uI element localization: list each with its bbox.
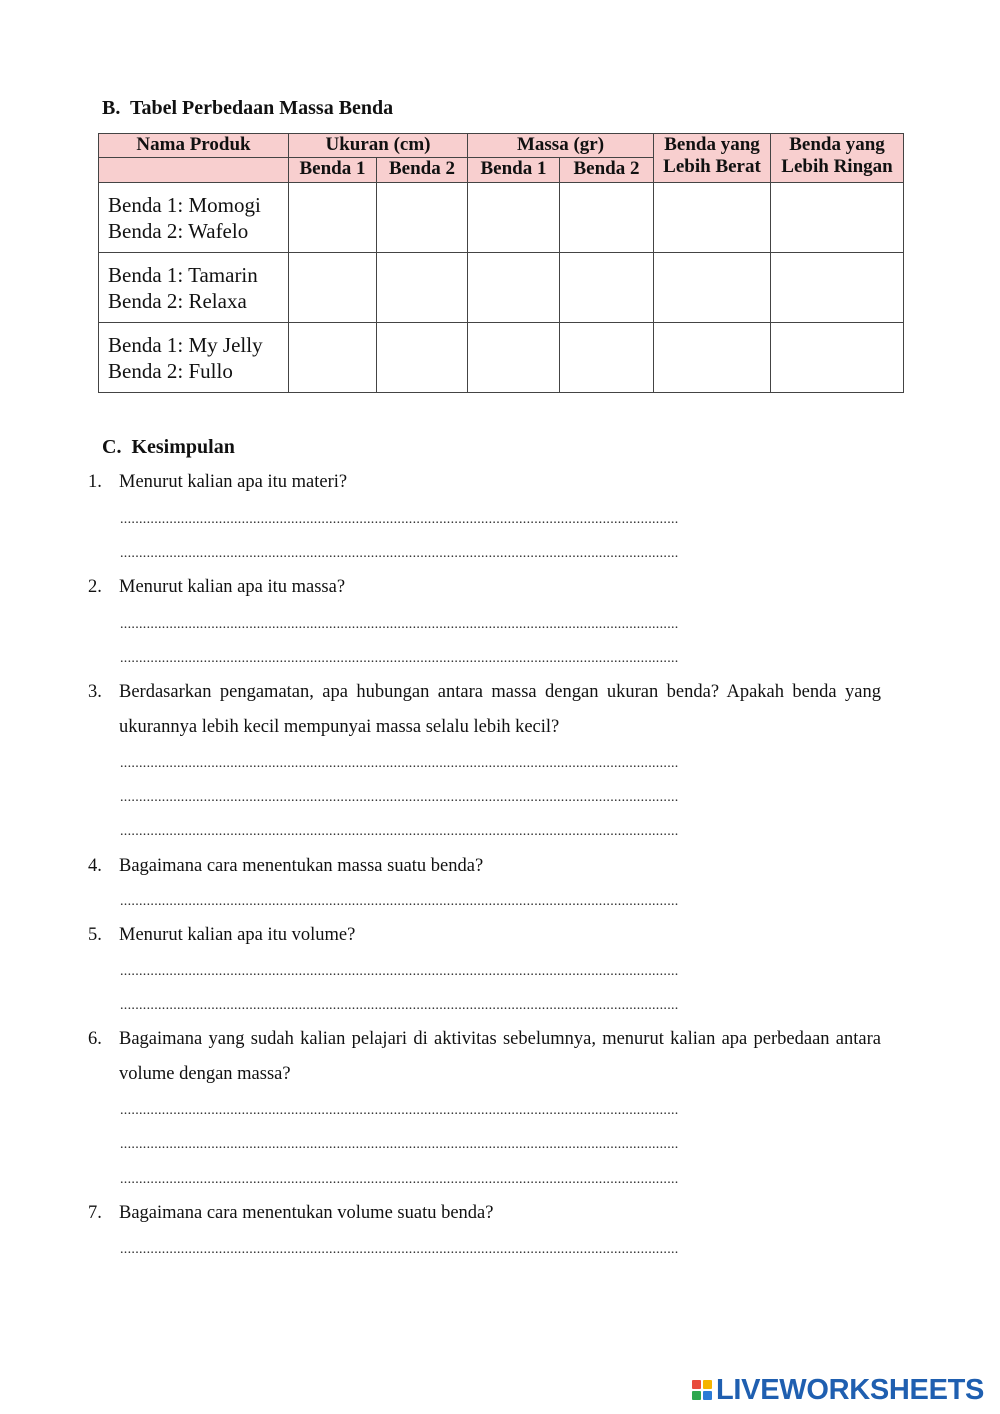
answer-line[interactable]: ................................................................................................................................................... [120,998,679,1013]
liveworksheets-icon [692,1380,712,1400]
logo-text: LIVEWORKSHEETS [716,1373,985,1406]
product-benda1: Benda 1: Tamarin [108,262,258,287]
header-lebih-ringan-line1: Benda yang [789,134,885,155]
question-1 [88,465,881,500]
ukuran-benda2-input[interactable] [377,253,468,323]
header-nama-produk: Nama Produk [99,134,289,158]
lebih-ringan-input[interactable] [771,253,904,323]
header-lebih-berat-line1: Benda yang [664,134,760,155]
question-7 [88,1196,881,1231]
massa-benda1-input[interactable] [468,323,560,393]
question-number: 1. [88,472,102,492]
section-c-heading [102,436,235,459]
massa-benda1-input[interactable] [468,183,560,253]
table-row [99,253,904,323]
ukuran-benda1-input[interactable] [289,323,377,393]
ukuran-benda1-input[interactable] [289,183,377,253]
question-number: 4. [88,856,102,876]
question-text: Menurut kalian apa itu volume? [119,925,356,945]
question-number: 7. [88,1203,102,1223]
answer-line[interactable]: ................................................................................................................................................... [120,617,679,632]
header-nama-produk-blank [99,158,289,183]
answer-line[interactable]: ................................................................................................................................................... [120,546,679,561]
ukuran-benda2-input[interactable] [377,183,468,253]
question-2 [88,570,881,605]
lebih-berat-input[interactable] [654,253,771,323]
product-cell [99,323,289,393]
question-text: Bagaimana cara menentukan volume suatu benda? [119,1203,494,1223]
header-massa: Massa (gr) [468,134,654,158]
question-text: Bagaimana yang sudah kalian pelajari di aktivitas sebelumnya, menurut kalian apa perbedaan antara volume dengan massa? [119,1029,881,1084]
header-massa-benda2: Benda 2 [560,158,654,183]
lebih-berat-input[interactable] [654,183,771,253]
section-b-title: Tabel Perbedaan Massa Benda [129,97,394,119]
header-lebih-berat-line2: Lebih Berat [663,156,761,177]
section-b-label: B. [102,97,121,119]
logo-square-yellow [703,1380,712,1389]
massa-benda2-input[interactable] [560,253,654,323]
header-ukuran: Ukuran (cm) [289,134,468,158]
question-text: Bagaimana cara menentukan massa suatu benda? [119,856,484,876]
answer-line[interactable]: ................................................................................................................................................... [120,1242,679,1257]
header-ukuran-benda2: Benda 2 [377,158,468,183]
logo-square-green [692,1391,701,1400]
answer-line[interactable]: ................................................................................................................................................... [120,964,679,979]
answer-line[interactable]: ................................................................................................................................................... [120,651,679,666]
question-text: Menurut kalian apa itu massa? [119,577,346,597]
product-benda2: Benda 2: Wafelo [108,218,249,243]
question-number: 3. [88,682,102,702]
answer-line[interactable]: ................................................................................................................................................... [120,894,679,909]
question-text: Berdasarkan pengamatan, apa hubungan antara massa dengan ukuran benda? Apakah benda yang ukurannya lebih kecil mempunyai massa selalu lebih kecil? [119,682,881,737]
answer-line[interactable]: ................................................................................................................................................... [120,1137,679,1152]
header-lebih-berat [654,134,771,183]
massa-benda1-input[interactable] [468,253,560,323]
question-4 [88,849,881,884]
product-cell [99,183,289,253]
header-lebih-ringan-line2: Lebih Ringan [781,156,893,177]
answer-line[interactable]: ................................................................................................................................................... [120,824,679,839]
answer-line[interactable]: ................................................................................................................................................... [120,756,679,771]
table-row [99,323,904,393]
question-text: Menurut kalian apa itu materi? [119,472,348,492]
massa-benda2-input[interactable] [560,183,654,253]
answer-line[interactable]: ................................................................................................................................................... [120,1103,679,1118]
product-benda2: Benda 2: Fullo [108,358,233,383]
product-benda1: Benda 1: Momogi [108,192,261,217]
liveworksheets-logo [692,1373,985,1406]
header-lebih-ringan [771,134,904,183]
logo-square-blue [703,1391,712,1400]
product-cell [99,253,289,323]
logo-square-red [692,1380,701,1389]
answer-line[interactable]: ................................................................................................................................................... [120,790,679,805]
question-number: 5. [88,925,102,945]
question-number: 2. [88,577,102,597]
header-massa-benda1: Benda 1 [468,158,560,183]
product-benda2: Benda 2: Relaxa [108,288,247,313]
question-6 [88,1022,881,1092]
lebih-ringan-input[interactable] [771,183,904,253]
answer-line[interactable]: ................................................................................................................................................... [120,512,679,527]
ukuran-benda2-input[interactable] [377,323,468,393]
lebih-berat-input[interactable] [654,323,771,393]
question-3 [88,675,881,745]
product-benda1: Benda 1: My Jelly [108,332,263,357]
question-number: 6. [88,1029,102,1049]
section-c-title: Kesimpulan [131,436,235,458]
answer-line[interactable]: ................................................................................................................................................... [120,1172,679,1187]
mass-comparison-table [98,133,904,393]
table-row [99,183,904,253]
massa-benda2-input[interactable] [560,323,654,393]
section-b-heading [102,97,393,120]
lebih-ringan-input[interactable] [771,323,904,393]
question-5 [88,918,881,953]
ukuran-benda1-input[interactable] [289,253,377,323]
header-ukuran-benda1: Benda 1 [289,158,377,183]
section-c-label: C. [102,436,122,458]
